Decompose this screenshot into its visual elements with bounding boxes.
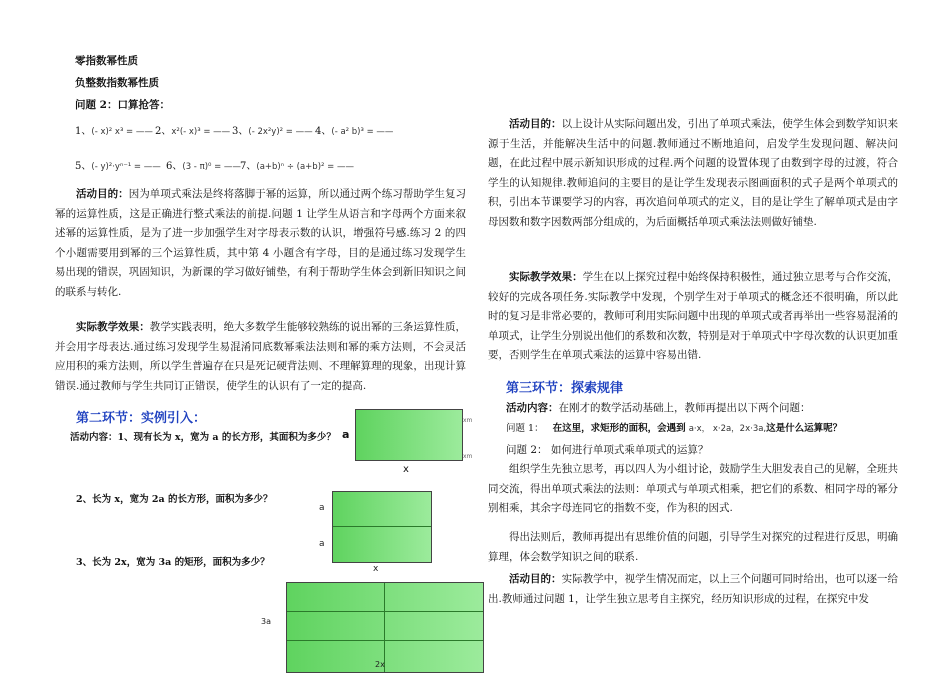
exercise-3: 3、(- 2x²y)² = —— [232,126,313,137]
figure1-side-label: a [342,428,350,441]
activity-content: 活动内容：在刚才的数学活动基础上，教师再提出以下两个问题： [506,402,811,414]
heading-zero-exponent: 零指数幂性质 [75,55,138,67]
rectangle-x-by-2a [332,491,432,563]
left-paragraph-purpose: 活动目的：因为单项式乘法是终将落脚于幂的运算，所以通过两个练习帮助学生复习幂的运算性质，这是正确进行整式乘法的前提.问题 1 让学生从语言和字母两个方面来叙述幂的运算性质，是为了进一步加强学生对字母表示数的认识，增强符号感.练习 2 的四个小题需要用到幂的三个运算性质，其中第 4 小题含有字母，目的是通过练习发现学生易出现的错误，巩固知识，为新课的学习做好铺垫，有利于帮助学生体会到新旧知识之间的联系与转化. [55,188,467,298]
exercise-1: 1、(- x)² x³ = —— [75,126,153,137]
figure2-side-label-2: a [319,539,325,549]
figure1-tiny-top: xm [463,417,473,424]
exercise-5: 5、(- y)²·yⁿ⁻¹ = —— [75,161,161,172]
figure2-side-label-1: a [319,503,325,513]
heading-negative-exponent: 负整数指数幂性质 [75,77,159,89]
exercise-2: 2、x²(- x)³ = —— [155,126,231,137]
left-paragraph-effect: 实际教学效果：教学实践表明，绝大多数学生能够较熟练的说出幂的三条运算性质，并会用字母表达.通过练习发现学生易混淆同底数幂乘法法则和幂的乘方法则，不会灵活应用积的乘方法则，所以学生普遍存在只是死记硬背法则、不理解算理的现象，出现计算错误.通过教师与学生共同订正错误，使学生的认识有了一定的提高. [55,321,467,392]
figure3-side-label: 3a [261,617,271,626]
heading-problem-2: 问题 2：口算抢答： [75,99,170,111]
problem-1: 问题 1： 在这里，求矩形的面积，会遇到 a·x， x·2a，2x·3a,这是什么运算呢？ [506,423,843,434]
exercise-6: 6、(3 - π)⁰ = —— [166,161,241,172]
right-paragraph-effect: 实际教学效果：学生在以上探究过程中始终保持积极性，通过独立思考与合作交流，较好的完成各项任务.实际教学中发现，个别学生对于单项式的概念还不很明确，所以此时的复习是非常必要的，教师可利用实际问题中出现的单项式或者再举出一些容易混淆的单项式，让学生分别说出他们的系数和次数，特别是对于单项式中字母次数的认识更加重要，否则学生在单项式乘法的运算中容易出错. [488,271,899,361]
figure3-horizontal-divider-1 [287,611,483,612]
question-3: 3、长为 2x，宽为 3a 的矩形，面积为多少？ [76,557,270,568]
question-1: 活动内容：1、现有长为 x，宽为 a 的长方形，其面积为多少？ [70,432,336,443]
rectangle-2x-by-3a [286,582,484,673]
figure2-divider [333,526,431,527]
figure1-tiny-bottom: xm [463,453,473,460]
problem-2: 问题 2： 如何进行单项式乘单项式的运算？ [506,444,709,456]
figure2-bottom-label: x [373,564,379,574]
section-2-title: 第二环节：实例引入： [76,411,207,426]
right-paragraph-purpose: 活动目的：以上设计从实际问题出发，引出了单项式乘法，使学生体会到数学知识来源于生活，并能解决生活中的问题.教师通过不断地追问，启发学生发现问题、解决问题，在此过程中展示新知识形成的过程.两个问题的设置体现了由数到字母的过渡，符合学生的认知规律.教师追问的主要目的是让学生发现表示图画面积的式子是两个单项式的积，引出本节课要学习的内容，再次追问单项式的定义，目的是让学生了解单项式是由字母因数和数字因数两部分组成的，为后面概括单项式乘法法则做好铺垫. [488,118,899,228]
exercise-4: 4、(- a² b)³ = —— [315,126,394,137]
section-3-title: 第三环节：探索规律 [506,381,624,396]
right-paragraph-method: 组织学生先独立思考，再以四人为小组讨论，鼓励学生大胆发表自己的见解，全班共同交流，得出单项式乘法的法则：单项式与单项式相乘，把它们的系数、相同字母的幂分别相乘，其余字母连同它的指数不变，作为积的因式. [488,463,898,514]
figure3-vertical-divider [384,583,385,672]
figure3-bottom-label: 2x [375,660,385,669]
right-paragraph-purpose-2: 活动目的：实际教学中，视学生情况而定，以上三个问题可同时给出，也可以逐一给出.教师通过问题 1，让学生独立思考自主探究，经历知识形成的过程，在探究中发 [488,573,899,605]
figure1-bottom-label: x [403,464,409,475]
question-2: 2、长为 x，宽为 2a 的长方形，面积为多少？ [76,494,273,505]
exercise-7: 7、(a+b)ⁿ ÷ (a+b)² = —— [240,161,354,172]
right-paragraph-reflection: 得出法则后，教师再提出有思维价值的问题，引导学生对探究的过程进行反思，明确算理，体会数学知识之间的联系. [488,531,898,563]
rectangle-x-by-a [355,409,463,461]
figure3-horizontal-divider-2 [287,640,483,641]
